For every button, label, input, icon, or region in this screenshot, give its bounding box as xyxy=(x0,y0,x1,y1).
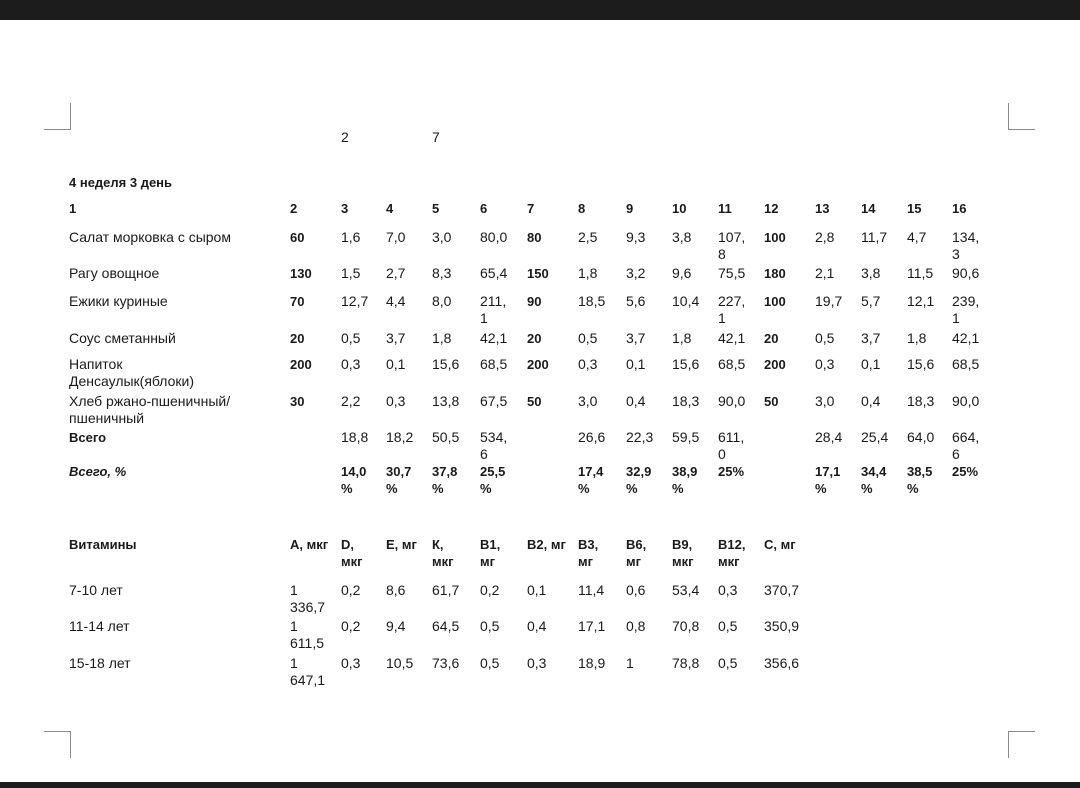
vitamin-cell: 0,6 xyxy=(626,582,646,598)
menu-cell: 200 xyxy=(764,357,786,372)
menu-cell: 15,6 xyxy=(907,356,935,372)
dish-name: Соус сметанный xyxy=(69,330,176,346)
vitamin-column-header: D, мкг xyxy=(341,537,363,569)
column-number: 12 xyxy=(764,201,779,216)
menu-cell: 227, 1 xyxy=(718,293,746,326)
total-cell: 64,0 xyxy=(907,429,935,445)
vitamin-cell: 0,1 xyxy=(527,582,547,598)
menu-cell: 80 xyxy=(527,230,542,245)
vitamins-title: Витамины xyxy=(69,537,137,552)
vitamin-column-header: Е, мг xyxy=(386,537,417,552)
top-frame-bar xyxy=(0,0,1080,20)
crop-mark-bottom-left xyxy=(44,731,71,758)
total-percent-cell: 25% xyxy=(952,464,979,479)
vitamin-column-header: В2, мг xyxy=(527,537,566,552)
vitamin-cell: 0,5 xyxy=(718,618,738,634)
vitamin-cell: 0,2 xyxy=(341,618,361,634)
dish-name: Рагу овощное xyxy=(69,265,160,281)
menu-cell: 3,8 xyxy=(861,265,881,281)
menu-cell: 3,8 xyxy=(672,229,692,245)
menu-cell: 5,7 xyxy=(861,293,881,309)
column-number: 13 xyxy=(815,201,830,216)
crop-mark-top-right xyxy=(1008,103,1035,130)
vitamin-cell: 370,7 xyxy=(764,582,800,598)
menu-cell: 19,7 xyxy=(815,293,843,309)
column-number: 9 xyxy=(626,201,634,216)
menu-cell: 134, 3 xyxy=(952,229,980,262)
menu-cell: 239, 1 xyxy=(952,293,980,326)
vitamin-cell: 0,4 xyxy=(527,618,547,634)
menu-cell: 15,6 xyxy=(432,356,460,372)
vitamin-cell: 1 336,7 xyxy=(290,582,326,615)
menu-cell: 3,2 xyxy=(626,265,646,281)
menu-cell: 30 xyxy=(290,394,305,409)
menu-cell: 1,8 xyxy=(672,330,692,346)
menu-cell: 68,5 xyxy=(480,356,508,372)
menu-cell: 0,4 xyxy=(861,393,881,409)
total-cell: 534, 6 xyxy=(480,429,508,462)
dish-name: Салат морковка с сыром xyxy=(69,229,231,245)
menu-cell: 8,0 xyxy=(432,293,452,309)
menu-cell: 1,8 xyxy=(578,265,598,281)
total-percent-cell: 34,4 % xyxy=(861,464,887,496)
total-percent-cell: 38,9 % xyxy=(672,464,698,496)
menu-cell: 150 xyxy=(527,266,549,281)
menu-cell: 1,8 xyxy=(432,330,452,346)
vitamin-cell: 9,4 xyxy=(386,618,406,634)
vitamin-column-header: В3, мг xyxy=(578,537,599,569)
menu-cell: 70 xyxy=(290,294,305,309)
menu-cell: 12,1 xyxy=(907,293,935,309)
column-number: 7 xyxy=(527,201,535,216)
menu-cell: 100 xyxy=(764,294,786,309)
dish-name: Хлеб ржано-пшеничный/ пшеничный xyxy=(69,393,231,426)
menu-cell: 5,6 xyxy=(626,293,646,309)
column-number: 15 xyxy=(907,201,922,216)
menu-cell: 211, 1 xyxy=(480,293,507,326)
vitamin-cell: 1 xyxy=(626,655,634,671)
page-number: 7 xyxy=(432,129,440,145)
menu-cell: 200 xyxy=(290,357,312,372)
column-number: 11 xyxy=(718,201,732,216)
menu-cell: 50 xyxy=(527,394,542,409)
menu-cell: 11,7 xyxy=(861,229,888,245)
menu-cell: 3,7 xyxy=(861,330,881,346)
menu-cell: 0,3 xyxy=(386,393,406,409)
total-cell: 18,2 xyxy=(386,429,414,445)
menu-cell: 0,5 xyxy=(578,330,598,346)
total-percent-cell: 37,8 % xyxy=(432,464,458,496)
vitamin-column-header: В9, мкг xyxy=(672,537,694,569)
vitamin-cell: 64,5 xyxy=(432,618,460,634)
menu-cell: 18,3 xyxy=(907,393,935,409)
menu-cell: 200 xyxy=(527,357,549,372)
vitamin-cell: 1 611,5 xyxy=(290,618,324,651)
column-number: 8 xyxy=(578,201,586,216)
menu-cell: 3,7 xyxy=(626,330,646,346)
menu-cell: 68,5 xyxy=(952,356,980,372)
vitamin-column-header: А, мкг xyxy=(290,537,329,552)
total-percent-cell: 25% xyxy=(718,464,745,479)
menu-cell: 0,3 xyxy=(341,356,361,372)
age-group-label: 15-18 лет xyxy=(69,655,131,671)
total-label: Всего xyxy=(69,430,107,445)
menu-cell: 50 xyxy=(764,394,779,409)
total-percent-cell: 17,4 % xyxy=(578,464,604,496)
menu-cell: 0,3 xyxy=(815,356,835,372)
vitamin-cell: 1 647,1 xyxy=(290,655,326,688)
menu-cell: 80,0 xyxy=(480,229,508,245)
total-cell: 22,3 xyxy=(626,429,654,445)
total-cell: 18,8 xyxy=(341,429,369,445)
menu-cell: 2,1 xyxy=(815,265,835,281)
column-number: 16 xyxy=(952,201,967,216)
vitamin-cell: 70,8 xyxy=(672,618,700,634)
vitamin-cell: 10,5 xyxy=(386,655,414,671)
menu-cell: 7,0 xyxy=(386,229,406,245)
menu-cell: 2,5 xyxy=(578,229,598,245)
total-percent-cell: 30,7 % xyxy=(386,464,412,496)
menu-cell: 1,5 xyxy=(341,265,361,281)
menu-cell: 12,7 xyxy=(341,293,369,309)
total-percent-cell: 32,9 % xyxy=(626,464,652,496)
menu-cell: 3,7 xyxy=(386,330,406,346)
menu-cell: 90 xyxy=(527,294,542,309)
column-number: 10 xyxy=(672,201,687,216)
menu-cell: 8,3 xyxy=(432,265,452,281)
total-cell: 50,5 xyxy=(432,429,460,445)
menu-cell: 68,5 xyxy=(718,356,746,372)
menu-cell: 75,5 xyxy=(718,265,746,281)
total-cell: 611, 0 xyxy=(718,429,745,462)
age-group-label: 11-14 лет xyxy=(69,618,130,634)
menu-cell: 11,5 xyxy=(907,265,934,281)
menu-cell: 0,5 xyxy=(341,330,361,346)
total-percent-label: Всего, % xyxy=(69,464,127,479)
total-cell: 25,4 xyxy=(861,429,889,445)
total-cell: 664, 6 xyxy=(952,429,980,462)
menu-cell: 9,6 xyxy=(672,265,692,281)
menu-cell: 0,1 xyxy=(386,356,406,372)
menu-cell: 18,3 xyxy=(672,393,700,409)
column-number: 3 xyxy=(341,201,349,216)
vitamin-column-header: В1, мг xyxy=(480,537,501,569)
menu-cell: 20 xyxy=(290,331,305,346)
vitamin-cell: 0,3 xyxy=(341,655,361,671)
menu-cell: 13,8 xyxy=(432,393,460,409)
vitamin-cell: 356,6 xyxy=(764,655,800,671)
vitamin-cell: 78,8 xyxy=(672,655,700,671)
vitamin-cell: 0,5 xyxy=(480,655,500,671)
menu-cell: 18,5 xyxy=(578,293,606,309)
vitamin-column-header: В6, мг xyxy=(626,537,647,569)
section-title: 4 неделя 3 день xyxy=(69,175,173,190)
total-percent-cell: 14,0 % xyxy=(341,464,367,496)
vitamin-cell: 0,3 xyxy=(718,582,738,598)
vitamin-cell: 53,4 xyxy=(672,582,700,598)
menu-cell: 0,4 xyxy=(626,393,646,409)
vitamin-cell: 0,2 xyxy=(480,582,500,598)
menu-cell: 2,2 xyxy=(341,393,361,409)
total-percent-cell: 17,1 % xyxy=(815,464,841,496)
vitamin-cell: 0,3 xyxy=(527,655,547,671)
menu-cell: 2,7 xyxy=(386,265,406,281)
vitamin-column-header: В12, мкг xyxy=(718,537,746,569)
menu-cell: 1,8 xyxy=(907,330,927,346)
menu-cell: 3,0 xyxy=(578,393,598,409)
vitamin-cell: 18,9 xyxy=(578,655,606,671)
menu-cell: 9,3 xyxy=(626,229,646,245)
column-number: 4 xyxy=(386,201,394,216)
vitamin-column-header: С, мг xyxy=(764,537,796,552)
vitamin-cell: 8,6 xyxy=(386,582,406,598)
menu-cell: 90,0 xyxy=(718,393,746,409)
menu-cell: 3,0 xyxy=(815,393,835,409)
menu-cell: 130 xyxy=(290,266,312,281)
menu-cell: 100 xyxy=(764,230,786,245)
menu-cell: 107, 8 xyxy=(718,229,746,262)
menu-cell: 0,1 xyxy=(861,356,881,372)
menu-cell: 90,0 xyxy=(952,393,980,409)
menu-cell: 15,6 xyxy=(672,356,700,372)
bottom-frame-bar xyxy=(0,782,1080,788)
menu-cell: 67,5 xyxy=(480,393,508,409)
crop-mark-top-left xyxy=(44,103,71,130)
menu-cell: 65,4 xyxy=(480,265,508,281)
column-number: 14 xyxy=(861,201,876,216)
menu-cell: 42,1 xyxy=(952,330,980,346)
vitamin-cell: 0,5 xyxy=(718,655,738,671)
vitamin-cell: 0,5 xyxy=(480,618,500,634)
menu-cell: 42,1 xyxy=(480,330,508,346)
total-cell: 59,5 xyxy=(672,429,700,445)
vitamin-cell: 0,2 xyxy=(341,582,361,598)
menu-cell: 4,7 xyxy=(907,229,927,245)
menu-cell: 90,6 xyxy=(952,265,980,281)
dish-name: Напиток Денсаулык(яблоки) xyxy=(69,356,195,389)
menu-cell: 180 xyxy=(764,266,786,281)
total-cell: 28,4 xyxy=(815,429,843,445)
menu-cell: 20 xyxy=(527,331,542,346)
total-percent-cell: 25,5 % xyxy=(480,464,506,496)
menu-cell: 20 xyxy=(764,331,779,346)
column-number: 1 xyxy=(69,201,77,216)
total-cell: 26,6 xyxy=(578,429,606,445)
vitamin-column-header: К, мкг xyxy=(432,537,454,569)
age-group-label: 7-10 лет xyxy=(69,582,123,598)
menu-cell: 0,1 xyxy=(626,356,646,372)
menu-cell: 42,1 xyxy=(718,330,746,346)
vitamin-cell: 17,1 xyxy=(578,618,606,634)
vitamin-cell: 350,9 xyxy=(764,618,800,634)
vitamin-cell: 11,4 xyxy=(578,582,605,598)
menu-cell: 10,4 xyxy=(672,293,700,309)
menu-cell: 60 xyxy=(290,230,305,245)
menu-cell: 1,6 xyxy=(341,229,361,245)
column-number: 6 xyxy=(480,201,488,216)
crop-mark-bottom-right xyxy=(1008,731,1035,758)
menu-cell: 4,4 xyxy=(386,293,406,309)
menu-cell: 0,3 xyxy=(578,356,598,372)
page-number: 2 xyxy=(341,129,349,145)
menu-cell: 3,0 xyxy=(432,229,452,245)
column-number: 2 xyxy=(290,201,298,216)
menu-cell: 2,8 xyxy=(815,229,835,245)
dish-name: Ежики куриные xyxy=(69,293,168,309)
column-number: 5 xyxy=(432,201,440,216)
vitamin-cell: 73,6 xyxy=(432,655,460,671)
vitamin-cell: 61,7 xyxy=(432,582,460,598)
total-percent-cell: 38,5 % xyxy=(907,464,933,496)
menu-cell: 0,5 xyxy=(815,330,835,346)
vitamin-cell: 0,8 xyxy=(626,618,646,634)
